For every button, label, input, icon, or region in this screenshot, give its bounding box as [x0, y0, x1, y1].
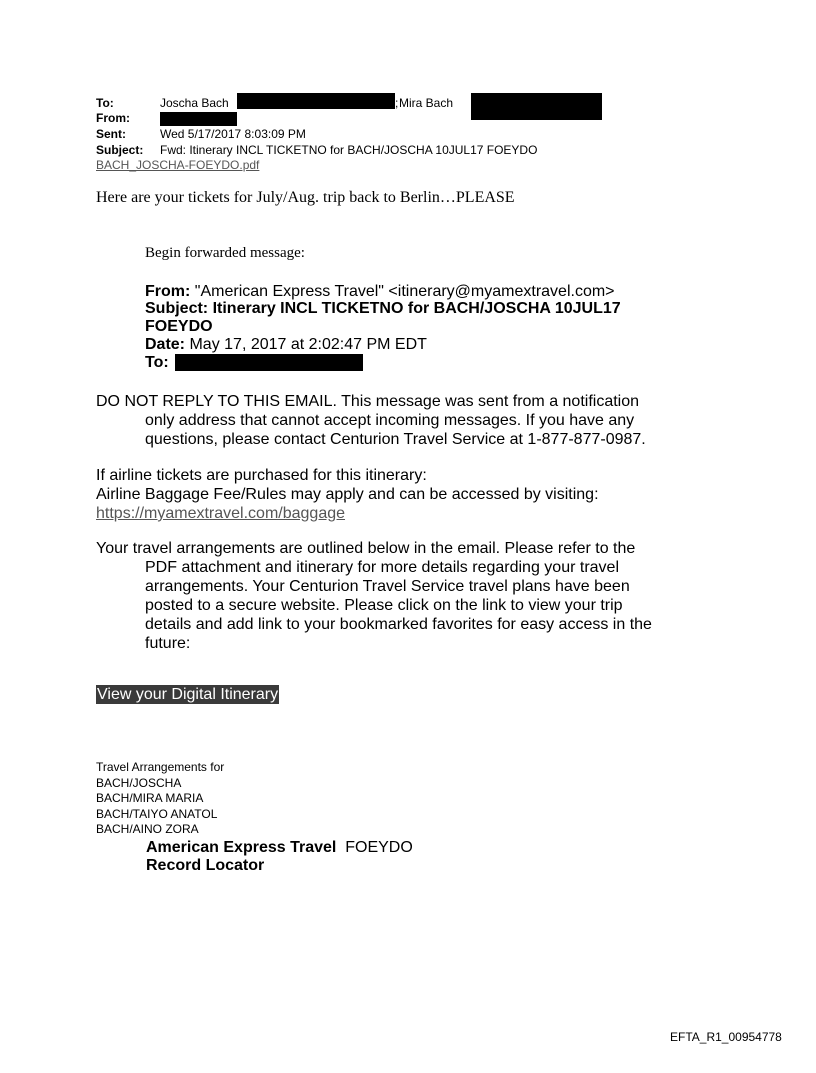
fwd-date-label: Date: — [145, 336, 186, 353]
fwd-subject-value: Itinerary INCL TICKETNO for BACH/JOSCHA 10JUL17 — [212, 300, 621, 317]
notice-line: only address that cannot accept incoming messages. If you have any — [145, 412, 635, 429]
intro-text: Here are your tickets for July/Aug. trip back to Berlin…PLEASE — [96, 189, 515, 206]
redaction-box — [471, 93, 602, 120]
notice-line: questions, please contact Centurion Travel Service at 1-877-877-0987. — [145, 431, 646, 448]
traveler-name: BACH/TAIYO ANATOL — [96, 806, 218, 821]
arrangements-line: Your travel arrangements are outlined below in the email. Please refer to the — [96, 540, 636, 557]
arrangements-info — [96, 539, 676, 653]
fwd-subject-line2: FOEYDO — [145, 318, 213, 335]
traveler-name: BACH/MIRA MARIA — [96, 791, 204, 805]
begin-forwarded: Begin forwarded message: — [145, 245, 305, 261]
attachment-link[interactable]: BACH_JOSCHA-FOEYDO.pdf — [96, 158, 260, 172]
fwd-subject-line1 — [145, 300, 621, 318]
redaction-box — [237, 93, 395, 109]
record-locator-row — [146, 839, 413, 857]
subject-label: Subject: — [96, 143, 144, 157]
traveler-name: BACH/AINO ZORA — [96, 822, 199, 836]
fwd-date-value: May 17, 2017 at 2:02:47 PM EDT — [189, 336, 427, 353]
notice-line: DO NOT REPLY TO THIS EMAIL. This message was sent from a notification — [96, 393, 640, 410]
subject-value: Fwd: Itinerary INCL TICKETNO for BACH/JOSCHA 10JUL17 FOEYDO — [160, 143, 538, 157]
fwd-from-label: From: — [145, 283, 191, 300]
arrangements-line: PDF attachment and itinerary for more details regarding your travel — [145, 559, 619, 576]
fwd-from — [145, 283, 615, 301]
redaction-box — [175, 354, 363, 371]
agency-name: American Express Travel — [146, 839, 337, 856]
no-reply-notice — [96, 392, 676, 449]
fwd-subject-label: Subject: — [145, 300, 209, 317]
arrangements-line: arrangements. Your Centurion Travel Service travel plans have been — [145, 578, 630, 595]
baggage-line: If airline tickets are purchased for this itinerary: — [96, 467, 427, 484]
fwd-to-label: To: — [145, 354, 169, 371]
view-digital-itinerary-button[interactable]: View your Digital Itinerary — [97, 686, 279, 703]
sent-label: Sent: — [96, 127, 126, 141]
to-recipient-2: Mira Bach — [399, 96, 454, 110]
document-id: EFTA_R1_00954778 — [670, 1030, 782, 1044]
traveler-name: BACH/JOSCHA — [96, 775, 182, 790]
to-recipient-1: Joscha Bach — [160, 96, 229, 110]
from-label: From: — [96, 111, 130, 125]
arrangements-line: future: — [145, 635, 191, 652]
sent-value: Wed 5/17/2017 8:03:09 PM — [160, 127, 306, 141]
baggage-line: Airline Baggage Fee/Rules may apply and can be accessed by visiting: — [96, 486, 599, 503]
record-locator-label: Record Locator — [146, 857, 265, 874]
redaction-box — [160, 112, 237, 126]
record-locator-code: FOEYDO — [345, 839, 413, 856]
fwd-from-value: "American Express Travel" <itinerary@myamextravel.com> — [194, 283, 615, 300]
travelers-list — [96, 760, 224, 838]
baggage-info — [96, 466, 676, 523]
arrangements-line: details and add link to your bookmarked favorites for easy access in the — [145, 616, 652, 633]
to-label: To: — [96, 96, 114, 110]
travelers-heading: Travel Arrangements for — [96, 760, 225, 774]
arrangements-line: posted to a secure website. Please click on the link to view your trip — [145, 597, 623, 614]
to-separator: ; — [395, 96, 399, 110]
baggage-link[interactable]: https://myamextravel.com/baggage — [96, 505, 346, 522]
fwd-date — [145, 336, 427, 354]
